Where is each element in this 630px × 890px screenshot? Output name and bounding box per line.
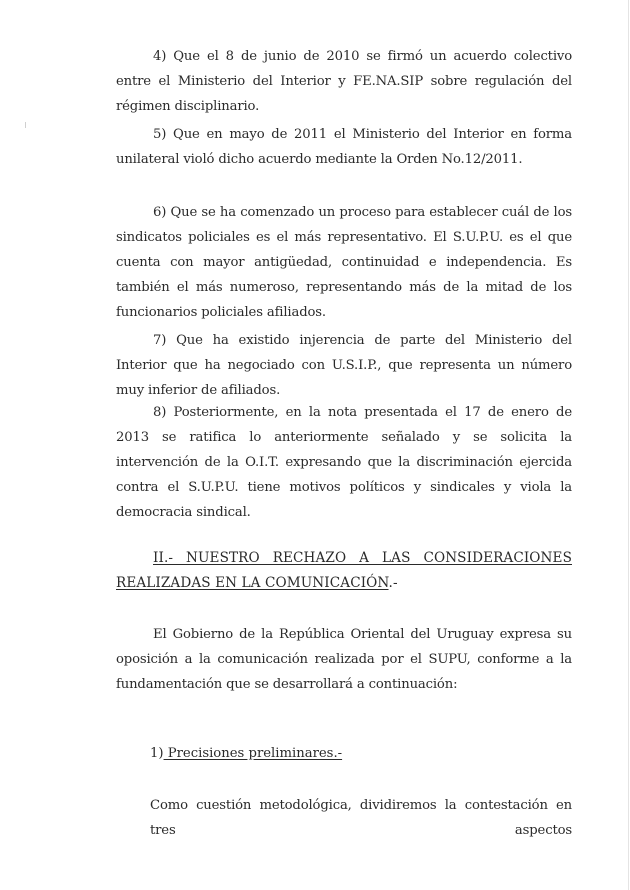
subheading-number: 1): [150, 746, 164, 761]
paragraph-5: [116, 122, 572, 172]
section-heading: [116, 546, 572, 596]
paragraph-6-text: 6) Que se ha comenzado un proceso para establecer cuál de los sindicatos policiales es el más representativo. El S.U.P.U. es el que cuenta con mayor antigüedad, continuidad e independencia. Es también el más numeroso, representando más de la mitad de los funcionarios policiales afiliados.: [116, 205, 572, 320]
section-heading-suffix: .-: [388, 575, 398, 591]
paragraph-5-text: 5) Que en mayo de 2011 el Ministerio del Interior en forma unilateral violó dicho acuerdo mediante la Orden No.12/2011.: [116, 127, 572, 167]
scan-mark: [25, 122, 26, 128]
last-paragraph-text: Como cuestión metodológica, dividiremos la contestación en tres aspectos: [150, 798, 572, 838]
page-edge: [628, 0, 629, 890]
section-heading-text: II.- NUESTRO RECHAZO A LAS CONSIDERACIONES REALIZADAS EN LA COMUNICACIÓN: [116, 550, 572, 591]
last-paragraph: [150, 793, 572, 843]
paragraph-7-text: 7) Que ha existido injerencia de parte del Ministerio del Interior que ha negociado con U.S.I.P., que representa un número muy inferior de afiliados.: [116, 333, 572, 398]
paragraph-4: [116, 44, 572, 119]
subheading: [150, 741, 342, 766]
paragraph-7: [116, 328, 572, 403]
paragraph-6: [116, 200, 572, 325]
paragraph-4-text: 4) Que el 8 de junio de 2010 se firmó un acuerdo colectivo entre el Ministerio del Interior y FE.NA.SIP sobre regulación del régimen disciplinario.: [116, 49, 572, 114]
subheading-title: Precisiones preliminares.-: [163, 746, 343, 761]
intro-paragraph-text: El Gobierno de la República Oriental del Uruguay expresa su oposición a la comunicación realizada por el SUPU, conforme a la fundamentación que se desarrollará a continuación:: [116, 627, 572, 692]
paragraph-8: [116, 400, 572, 525]
intro-paragraph: [116, 622, 572, 697]
paragraph-8-text: 8) Posteriormente, en la nota presentada el 17 de enero de 2013 se ratifica lo anteriormente señalado y se solicita la intervención de la O.I.T. expresando que la discriminación ejercida contra el S.U.P.U. tiene motivos políticos y sindicales y viola la democracia sindical.: [116, 405, 572, 520]
